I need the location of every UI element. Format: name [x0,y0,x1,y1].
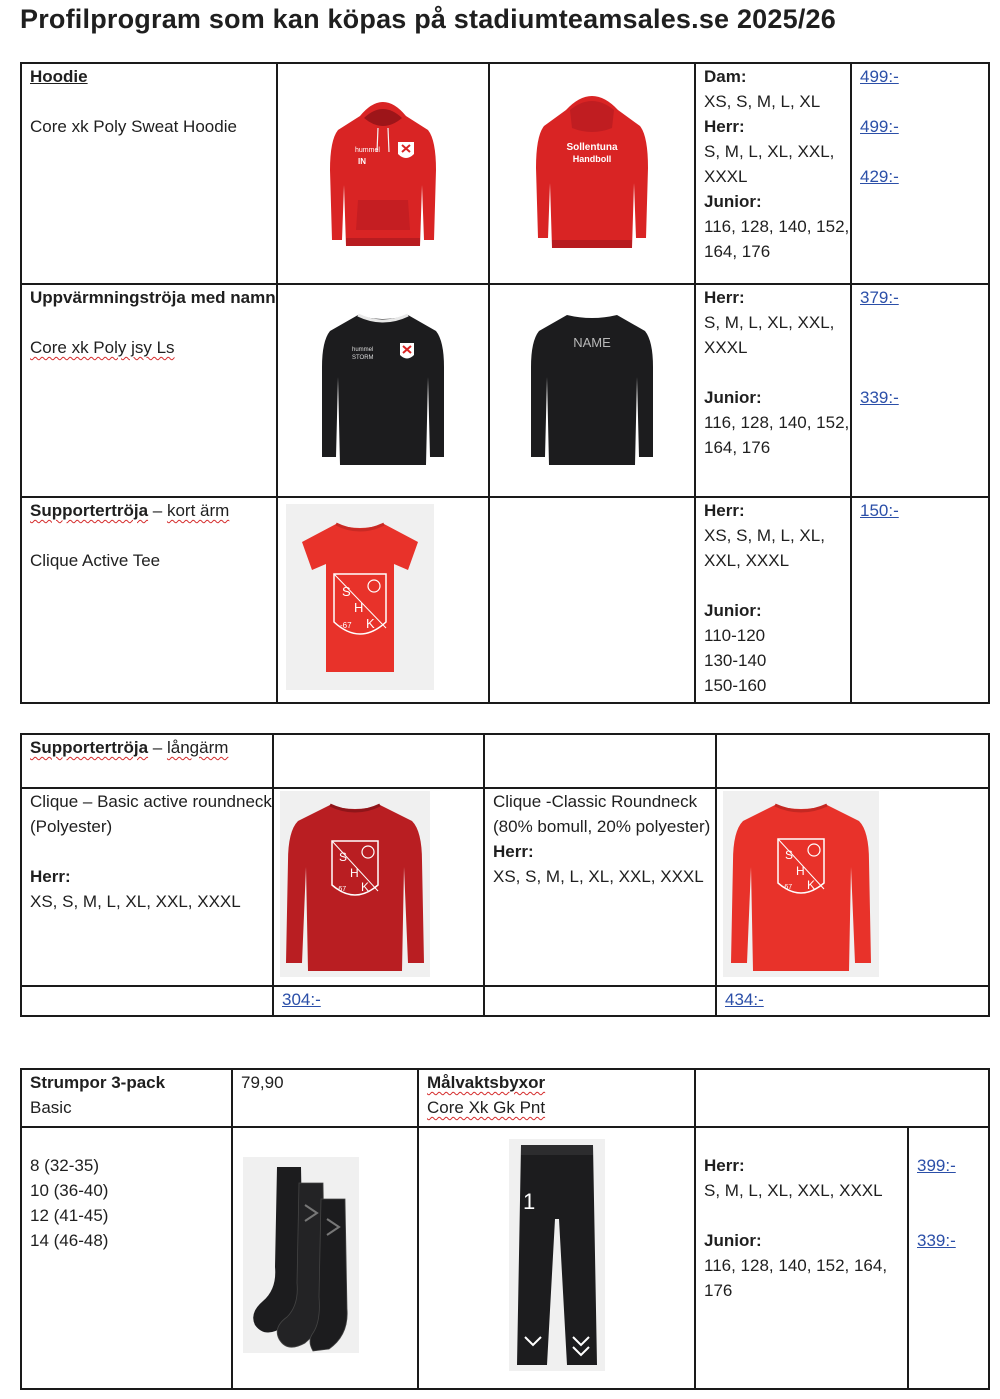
classic-sizes: XS, S, M, L, XL, XXL, XXXL [493,867,704,886]
socks-size-4: 14 (46-48) [30,1231,109,1250]
size-values-herr: S, M, L, XL, XXL, XXXL [704,142,835,186]
supporter-short-model: Clique Active Tee [30,551,161,570]
socks-price-cell [232,1069,418,1127]
socks-image-cell [232,1127,418,1389]
supporter-short-suffix: kort ärm [166,501,230,520]
size-label-herr: Herr: [704,288,745,307]
warmup-price-cell [851,284,989,497]
hoodie-info-cell [21,63,277,284]
size-label-junior: Junior: [704,601,762,620]
hoodie-title: Hoodie [30,67,88,86]
apparel-table [20,62,990,704]
size-label-junior: Junior: [704,1231,762,1250]
warmup-back-name: NAME [573,334,611,350]
hoodie-front-image [328,90,438,250]
hoodie-back-image [532,88,652,252]
table-row-hoodie [21,63,989,284]
hoodie-back-print-line1: Sollentuna [566,142,618,153]
socks-title-cell [21,1069,232,1127]
warmup-model: Core xk Poly jsy Ls [30,338,175,357]
socks-size-2: 10 (36-40) [30,1181,109,1200]
gk-price-herr[interactable]: 399:- [917,1156,956,1175]
warmup-title: Uppvärmningströja med namn [30,288,276,307]
supporter-short-title: Supportertröja [30,501,149,520]
crest-h: H [796,863,805,878]
empty-cell [716,734,989,788]
socks-size-1: 8 (32-35) [30,1156,99,1175]
table-row-products [21,1127,989,1389]
basic-active-model: Clique – Basic active roundneck (Polyester) [30,792,272,836]
size-label-junior: Junior: [704,388,762,407]
socks-title: Strumpor 3-pack [30,1073,166,1092]
svg-text:hummel: hummel [355,147,380,154]
warmup-front-image [318,307,448,467]
gk-sizes-cell [695,1127,908,1389]
warmup-front-cell [277,284,489,497]
classic-price-cell [716,986,989,1016]
table-row-header [21,734,989,788]
supporter-long-title-cell: Supportertröja – långärm [21,734,273,788]
socks-gk-table [20,1068,990,1390]
hoodie-sizes-cell [695,63,851,284]
supporter-short-sizes-cell [695,497,851,703]
size-label-herr: Herr: [704,1156,745,1175]
warmup-back-cell [489,284,695,497]
hoodie-back-cell [489,63,695,284]
crest-k: K [361,879,370,894]
table-row-supporter-short [21,497,989,703]
size-values-herr: XS, S, M, L, XL, XXL, XXXL [704,526,825,570]
supporter-short-image-cell [277,497,489,703]
size-values-junior: 116, 128, 140, 152, 164, 176 [704,217,850,261]
hoodie-model: Core xk Poly Sweat Hoodie [30,117,237,136]
crest-h: H [354,599,364,615]
hoodie-price-cell [851,63,989,284]
table-row-warmup [21,284,989,497]
supporter-short-info-cell: Supportertröja – kort ärm Clique Active Tee [21,497,277,703]
classic-info-cell [484,788,716,986]
supporter-tee-image [286,504,434,690]
size-values-junior: 116, 128, 140, 152, 164, 176 [704,413,850,457]
table-row-header [21,1069,989,1127]
crest-k: K [807,877,816,892]
basic-active-info-cell [21,788,273,986]
hoodie-chest-text: IN [358,157,366,166]
size-values-junior-3: 150-160 [704,676,767,695]
crest-s: S [785,847,794,862]
warmup-price-herr[interactable]: 379:- [860,288,899,307]
crest-year: -67 [782,883,793,891]
gk-price-cell [908,1127,989,1389]
size-label-herr: Herr: [704,501,745,520]
hoodie-front-cell [277,63,489,284]
gk-pants-image [509,1139,605,1371]
size-label-dam: Dam: [704,67,747,86]
size-values-dam: XS, S, M, L, XL [704,92,821,111]
size-label-herr: Herr: [704,117,745,136]
hoodie-price-dam[interactable]: 499:- [860,67,899,86]
crest-h: H [350,865,359,880]
crest-s: S [342,583,351,599]
size-label-herr: Herr: [493,842,534,861]
table-row-products [21,788,989,986]
basic-active-price[interactable]: 304:- [282,990,321,1009]
gk-title: Målvaktsbyxor [427,1073,546,1092]
warmup-back-image [527,305,657,470]
socks-subtitle: Basic [30,1098,72,1117]
gk-sizes-junior: 116, 128, 140, 152, 164, 176 [704,1256,888,1300]
gk-title-cell [418,1069,695,1127]
classic-model: Clique -Classic Roundneck (80% bomull, 20% polyester) [493,792,711,836]
supporter-long-suffix: långärm [166,738,229,757]
basic-active-sweater-image [280,791,430,977]
warmup-sizes-cell [695,284,851,497]
hoodie-price-junior[interactable]: 429:- [860,167,899,186]
size-values-junior-2: 130-140 [704,651,767,670]
socks-price: 79,90 [241,1073,284,1092]
svg-text:STORM: STORM [352,355,374,361]
crest-k: K [366,615,375,631]
empty-cell [695,1069,989,1127]
warmup-price-junior[interactable]: 339:- [860,388,899,407]
hoodie-back-print-line2: Handboll [572,154,612,164]
supporter-short-price[interactable]: 150:- [860,501,899,520]
supporter-long-title: Supportertröja [30,738,149,757]
socks-sizes-cell [21,1127,232,1389]
supporter-short-price-cell [851,497,989,703]
size-label-junior: Junior: [704,192,762,211]
classic-sweater-image [723,791,879,977]
empty-cell [484,986,716,1016]
size-values-junior-1: 110-120 [704,626,766,645]
page-title: Profilprogram som kan köpas på stadiumteamsales.se 2025/26 [20,4,836,34]
crest-s: S [339,849,348,864]
size-label-herr: Herr: [30,867,71,886]
size-values-herr: S, M, L, XL, XXL, XXXL [704,313,835,357]
gk-pants-number: 1 [522,1188,535,1214]
classic-price[interactable]: 434:- [725,990,764,1009]
warmup-info-cell [21,284,277,497]
gk-pants-image-cell [418,1127,695,1389]
empty-cell [484,734,716,788]
basic-active-price-cell [273,986,484,1016]
gk-price-junior[interactable]: 339:- [917,1231,956,1250]
hoodie-price-herr[interactable]: 499:- [860,117,899,136]
socks-size-3: 12 (41-45) [30,1206,109,1225]
supporter-long-table [20,733,990,1017]
supporter-short-empty-cell [489,497,695,703]
svg-text:hummel: hummel [352,347,374,353]
empty-cell [273,734,484,788]
basic-active-image-cell [273,788,484,986]
crest-year: -67 [336,885,347,893]
gk-model: Core Xk Gk Pnt [427,1098,546,1117]
empty-cell [21,986,273,1016]
socks-image [243,1157,359,1353]
table-row-prices [21,986,989,1016]
crest-year: -67 [340,620,352,630]
gk-sizes-herr: S, M, L, XL, XXL, XXXL [704,1181,883,1200]
basic-active-sizes: XS, S, M, L, XL, XXL, XXXL [30,892,241,911]
classic-image-cell [716,788,989,986]
